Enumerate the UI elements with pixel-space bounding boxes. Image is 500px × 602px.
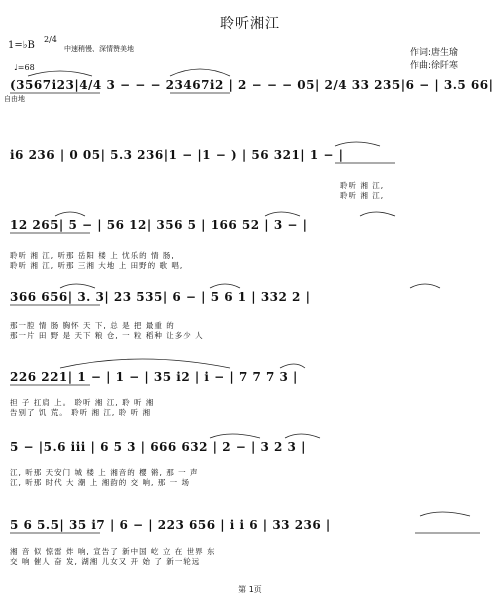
notation-line: 12 265| 5 − | 56 12| 356 5 | 166 52 | 3 − | [10, 218, 308, 232]
notation-line: 226 221| 1 − | 1 − | 35 i2 | i − | 7 7 7 3 | [10, 370, 298, 384]
tempo-mark: ♩=68 [14, 63, 35, 72]
key-signature: 1=♭B [8, 40, 35, 51]
notation-line: (3567i23|4/4 3 − − − 23467i2 | 2 − − − 05| 2/4 33 235|6 − | 3.5 66| [10, 78, 494, 92]
lyric-line-2: 聆听 湘 江, [340, 191, 385, 200]
lyric-line-1: 那一腔 情 肠 胸怀 天 下, 总 是 把 最重 的 [10, 321, 175, 330]
free-tempo-mark: 自由地 [4, 95, 25, 103]
notation-line: 5 − |5.6 iii | 6 5 3 | 666 632 | 2 − | 3 2 3 | [10, 440, 306, 454]
expression-mark: 中速稍慢、深情赞美地 [64, 45, 134, 53]
lyric-line-2: 聆听 湘 江, 听那 三湘 大地 上 田野的 歌 唱, [10, 261, 184, 270]
notation-line: 366 656| 3. 3| 23 535| 6 − | 5 6 1 | 332 2 | [10, 290, 311, 304]
lyric-line-1: 聆听 湘 江, 听那 岳阳 楼 上 忧乐的 情 肠, [10, 251, 175, 260]
lyric-line-2: 交 响 催人 奋 发, 湖湘 儿女又 开 始 了 新一轮远 [10, 557, 201, 566]
composer-credit: 作曲:徐阡寒 [410, 61, 459, 71]
lyric-line-2: 江, 听那 时代 大 潮 上 湘韵的 交 响, 那 一 场 [10, 478, 190, 487]
song-title: 聆听湘江 [220, 16, 280, 32]
page-number: 第 1页 [238, 585, 262, 594]
notation-line: i6 236 | 0 05| 5.3 236|1 − |1 − ) | 56 321| 1 − | [10, 148, 344, 162]
lyric-line-1: 江, 听那 天安门 城 楼 上 湘音的 樱 锵, 那 一 声 [10, 468, 199, 477]
lyric-line-2: 告别了 饥 荒。 聆听 湘 江, 聆 听 湘 [10, 408, 151, 417]
time-signature: 2/4 [44, 35, 57, 44]
lyric-line-2: 那一片 田 野 是 天下 粮 仓, 一 粒 稻种 让多少 人 [10, 331, 204, 340]
notation-line: 5 6 5.5| 35 i7 | 6 − | 223 656 | i i 6 | 33 236 | [10, 518, 331, 532]
lyricist-credit: 作词:唐生瑜 [410, 48, 459, 58]
lyric-line-1: 湘 音 似 惊雷 炸 响, 宣告了 新中国 屹 立 在 世界 东 [10, 547, 216, 556]
lyric-line-1: 担 子 扛肩 上。 聆听 湘 江, 聆 听 湘 [10, 398, 155, 407]
lyric-line-1: 聆听 湘 江, [340, 181, 385, 190]
